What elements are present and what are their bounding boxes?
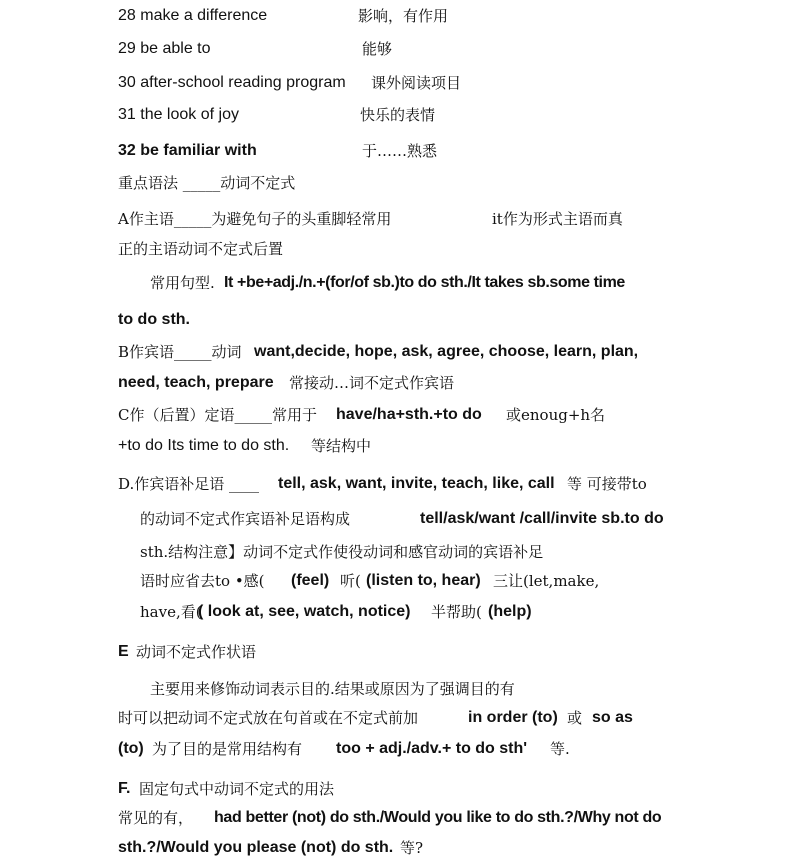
section-e-deng: 等.: [550, 740, 570, 758]
phrase-32-en: 32 be familiar with: [118, 142, 257, 159]
section-b-note: 常接动…词不定式作宾语: [289, 374, 455, 392]
section-e-in-order: in order (to): [468, 709, 558, 726]
section-c-label: C作（后置）定语_____常用于: [118, 406, 317, 424]
section-d-label: D.作宾语补足语 ____: [118, 475, 260, 493]
section-c-line2: +to do Its time to do sth.: [118, 437, 290, 454]
grammar-title: 重点语法 _____动词不定式: [118, 174, 296, 192]
section-a-line1: A作主语_____为避免句子的头重脚轻常用: [118, 210, 392, 228]
phrase-28-cn: 影响，有作用: [358, 7, 449, 25]
section-d-help: (help): [488, 603, 532, 620]
section-b-verbs-cont: need, teach, prepare: [118, 374, 274, 391]
phrase-30-cn: 课外阅读项目: [371, 74, 462, 92]
section-f-title: 固定句式中动词不定式的用法: [139, 780, 335, 798]
section-e-line3: 为了目的是常用结构有: [152, 740, 303, 758]
phrase-32-cn: 于……熟悉: [362, 142, 438, 160]
section-e-structure: too + adj./adv.+ to do sth': [336, 740, 528, 757]
phrase-29-en: 29 be able to: [118, 40, 211, 57]
section-f-sentences: had better (not) do sth./Would you like to do sth.?/Why not do: [214, 809, 662, 826]
section-e-title: 动词不定式作状语: [136, 643, 257, 661]
section-e-letter: E: [118, 643, 129, 660]
section-d-line5a: have,看(: [140, 603, 202, 621]
section-a-line2: 正的主语动词不定式后置: [118, 240, 284, 258]
section-d-pattern: tell/ask/want /call/invite sb.to do: [420, 510, 664, 527]
section-b-label: B作宾语_____动词: [118, 343, 242, 361]
section-e-line1: 主要用来修饰动词表示目的.结果或原因为了强调目的有: [150, 680, 515, 698]
section-f-letter: F.: [118, 780, 131, 797]
section-f-common: 常见的有，: [118, 809, 194, 827]
section-e-so-as: so as: [592, 709, 633, 726]
section-c-pattern: have/ha+sth.+to do: [336, 406, 482, 423]
section-a-pattern-label: 常用句型.: [150, 274, 215, 292]
section-e-line2: 时可以把动词不定式放在句首或在不定式前加: [118, 709, 419, 727]
section-d-let: 三让(let,make,: [493, 572, 600, 590]
section-d-line4a: 语时应省去to •感(: [140, 572, 265, 590]
section-e-or: 或: [567, 709, 583, 727]
section-e-to: (to): [118, 740, 144, 757]
section-c-line2-cn: 等结构中: [311, 437, 372, 455]
section-d-note: 等 可接带to: [567, 475, 647, 493]
section-c-enough: 或enoug+h名: [506, 406, 606, 424]
section-d-listen-label: 听(: [340, 572, 361, 590]
section-f-sentences-cont: sth.?/Would you please (not) do sth.: [118, 839, 394, 856]
section-d-line3: sth.结构注意】动词不定式作使役动词和感官动词的宾语补足: [140, 543, 544, 561]
section-a-line1b: it作为形式主语而真: [492, 210, 623, 228]
phrase-31-cn: 快乐的表情: [360, 106, 436, 124]
phrase-28-en: 28 make a difference: [118, 7, 268, 24]
section-a-pattern-cont: to do sth.: [118, 311, 190, 328]
phrase-29-cn: 能够: [362, 40, 393, 58]
section-d-look: ( look at, see, watch, notice): [198, 603, 411, 620]
section-d-help-label: 半帮助(: [431, 603, 482, 621]
section-d-feel: (feel): [291, 572, 330, 589]
section-b-verbs: want,decide, hope, ask, agree, choose, learn, plan,: [254, 343, 639, 360]
section-f-deng: 等?: [400, 839, 424, 857]
phrase-30-en: 30 after-school reading program: [118, 74, 346, 91]
phrase-31-en: 31 the look of joy: [118, 106, 239, 123]
section-a-pattern: It +be+adj./n.+(for/of sb.)to do sth./It takes sb.some time: [224, 274, 625, 291]
section-d-verbs: tell, ask, want, invite, teach, like, call: [278, 475, 555, 492]
section-d-listen: (listen to, hear): [366, 572, 481, 589]
section-d-line2: 的动词不定式作宾语补足语构成: [140, 510, 351, 528]
